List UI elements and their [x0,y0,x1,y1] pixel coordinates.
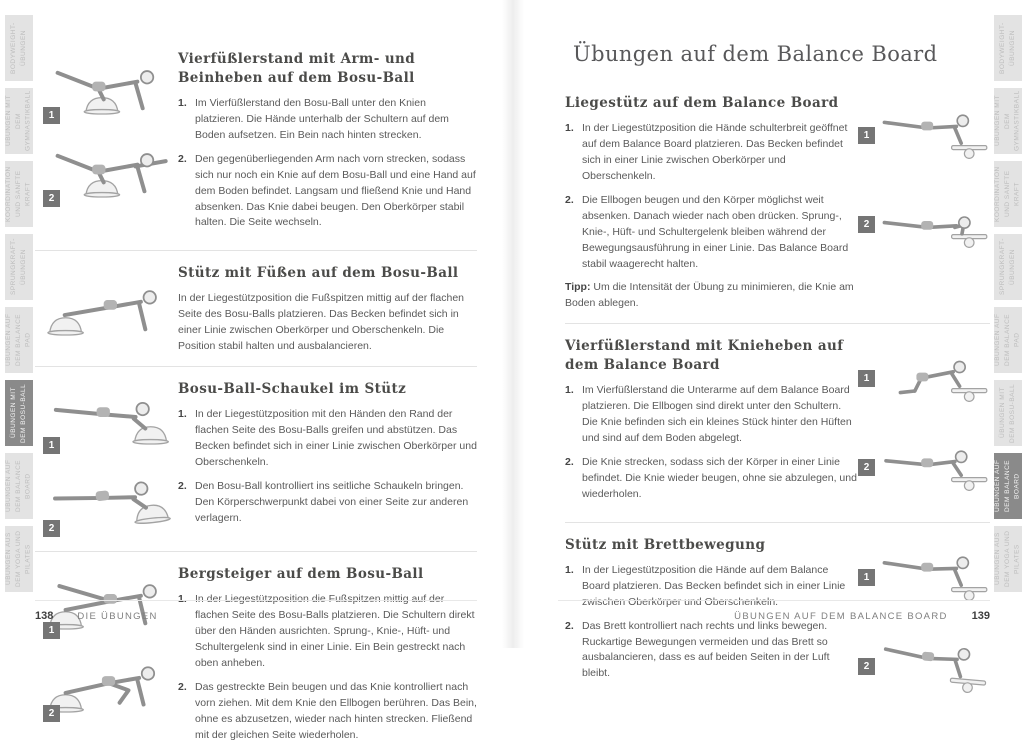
exercise-liegestuetz-board [565,94,990,312]
footer-label: DIE ÜBUNGEN [77,611,158,622]
footer-right [558,600,990,622]
sidebar-tab-sprungkraft[interactable] [5,234,33,300]
figure-quadruped-board-step1 [858,340,990,420]
exercise-title: Stütz mit Brettbewegung [565,536,766,553]
step-item: In der Liegestützposition die Hände auf dem Balance Board platzieren. Das Becken befindet sich in einer Linie zwischen Oberkörper und Oberschenkeln. [582,563,846,608]
sidebar-tab-yoga-pilates[interactable] [5,526,33,592]
step-badge: 2 [43,705,60,722]
step-list [565,121,858,273]
exercise-vierfuesslerstand-board [565,337,990,510]
chapter-title: Übungen auf dem Balance Board [573,42,938,66]
sidebar-tab-bodyweight[interactable] [5,15,33,81]
text-column [565,337,858,510]
tab-label: ÜBUNGEN AUS DEM YOGA UND PILATES [994,530,1021,588]
text-column [178,50,477,239]
text-column [565,94,858,312]
figure-plank-hands-bosu-step2 [35,466,173,540]
step-badge: 1 [858,127,875,144]
exercise-intro: In der Liegestützposition die Fußspitzen mittig auf der flachen Seite des Bosu-Balls platzieren. Das Becken befindet sich in einer Linie zwischen Oberkörper und Oberschenkeln. Die Position stabil halten und ausbalancieren. [178,292,464,353]
figure-plank-board-tilt-step2 [858,628,990,708]
step-item: Das Brett kontrolliert nach rechts und links bewegen. Ruckartige Bewegungen vermeiden und das Brett so ausbalancieren, dass es auf beiden Seiten in der Luft bleibt. [582,619,830,680]
figure-forearm-plank-board-step2 [858,429,990,509]
exercise-figure-icon [47,651,171,719]
tab-label: ÜBUNGEN MIT DEM BOSU-BALL [10,383,27,443]
step-badge: 2 [43,520,60,537]
exercise-figure-icon [878,99,990,165]
tab-label: SPRUNGKRAFT-ÜBUNGEN [10,238,27,296]
exercise-figure-icon [878,541,990,607]
sidebar-tab-koordination[interactable] [5,161,33,227]
exercise-bosu-schaukel [35,380,477,540]
exercise-figure-icon [47,136,171,204]
step-item: Im Vierfüßlerstand die Unterarme auf dem Balance Board platzieren. Die Ellbogen sind direkt unter den Schultern. Die Knie befinden sich ein kleines Stück hinter den Hüften und sind auf dem Boden abgelegt. [582,384,852,445]
tab-label: ÜBUNGEN MIT DEM GYMNASTIKBALL [994,90,1021,152]
tab-label: ÜBUNGEN AUF DEM BALANCE BOARD [994,459,1021,513]
step-item: In der Liegestützposition mit den Händen den Rand der flachen Seite des Bosu-Balls greifen und abstützen. Das Becken befindet sich in einer Linie zwischen Oberkörper und Oberschenkeln. [195,408,477,468]
figure-pushup-board-step1 [858,97,990,177]
sidebar-tab-gymnastikball[interactable] [5,88,33,154]
step-badge: 2 [858,658,875,675]
sidebar-tab-koordination[interactable] [994,161,1022,227]
figure-kneetuck-bosu-step2 [35,651,173,725]
step-item: Im Vierfüßlerstand den Bosu-Ball unter den Knien platzieren. Die Hände unterhalb der Schultern auf dem Boden aufsetzen. Ein Bein nach hinten strecken. [195,96,449,141]
section-divider [35,366,477,367]
exercise-tip [565,280,858,312]
page-number: 139 [971,610,990,622]
step-item: Den gegenüberliegenden Arm nach vorn strecken, sodass sich nur noch ein Knie auf dem Bosu-Ball und eine Hand auf dem Boden befindet. Langsam und fließend Knie und Hand absenken. Das Knie dabei beugen. Den Oberkörper stabil halten. Die Seite wechseln. [195,152,476,229]
text-column [178,380,477,540]
tab-label: SPRUNGKRAFT-ÜBUNGEN [999,238,1016,296]
section-divider [35,551,477,552]
page-number: 138 [35,610,54,622]
step-item: In der Liegestützposition die Hände schulterbreit geöffnet auf dem Balance Board platzieren. Das Becken befindet sich in einer Linie zwischen Oberkörper und Oberschenkeln. [582,121,848,182]
sidebar-tab-balance-board-active[interactable] [994,453,1022,519]
exercise-figure-icon [878,342,990,408]
page-left [35,50,477,752]
step-badge: 1 [43,107,60,124]
exercise-title: Bergsteiger auf dem Bosu-Ball [178,566,424,583]
step-item: In der Liegestützposition die Fußspitzen mittig auf der flachen Seite des Bosu-Balls platzieren. Die Schultern direkt über den Händen ausrichten. Sprung-, Knie-, Hüft- und Schultergelenk sind in einer Linie. Ein Bein gestreckt nach oben anheben. [195,593,475,669]
figure-quadruped-bosu-step2 [35,136,173,210]
figure-plank-hands-bosu-step1 [35,383,173,457]
sidebar-tab-bodyweight[interactable] [994,15,1022,81]
step-badge: 1 [858,370,875,387]
exercise-title: Vierfüßlerstand mit Arm- und Beinheben auf dem Bosu-Ball [178,51,416,86]
figure-plank-feet-bosu [35,274,173,348]
step-list [178,96,477,232]
exercise-figure-icon [878,630,990,696]
exercise-figure-icon [878,188,990,254]
exercise-figure-icon [47,466,171,534]
step-list [565,563,858,683]
section-divider [565,522,990,523]
sidebar-tab-gymnastikball[interactable] [994,88,1022,154]
tab-label: ÜBUNGEN MIT DEM BOSU-BALL [999,383,1016,443]
exercise-title: Stütz mit Füßen auf dem Bosu-Ball [178,265,459,282]
text-column [178,565,477,751]
step-badge: 1 [858,569,875,586]
tip-label: Tipp: [565,281,591,294]
tab-label: ÜBUNGEN AUF DEM BALANCE BOARD [5,459,32,513]
sidebar-tab-sprungkraft[interactable] [994,234,1022,300]
book-spine-shadow [502,0,524,648]
exercise-title: Vierfüßlerstand mit Knieheben auf dem Balance Board [565,338,844,374]
step-item: Den Bosu-Ball kontrolliert ins seitliche Schaukeln bringen. Den Körperschwerpunkt dabei von einer Seite zur anderen verlagern. [195,479,469,524]
step-badge: 2 [858,459,875,476]
illustration-column [35,264,178,355]
step-item: Das gestreckte Bein beugen und das Knie kontrolliert nach vorn ziehen. Mit dem Knie den Ellbogen berühren. Das Bein, ohne es abzusetzen, wieder nach hinten strecken. Fließend mit der gleichen Seite wiederholen. [195,680,477,741]
tab-label: KOORDINATION UND SANFTE KRAFT [5,166,32,222]
tip-text: Um die Intensität der Übung zu minimieren, die Knie am Boden ablegen. [565,281,854,310]
sidebar-tab-bosu-ball-active[interactable] [5,380,33,446]
sidebar-tab-yoga-pilates[interactable] [994,526,1022,592]
figure-pushup-board-step2 [858,186,990,266]
step-badge: 2 [43,190,60,207]
tab-label: ÜBUNGEN AUF DEM BALANCE PAD [994,313,1021,367]
step-badge: 1 [43,437,60,454]
exercise-title: Liegestütz auf dem Balance Board [565,95,839,111]
sidebar-tab-balance-pad[interactable] [5,307,33,373]
exercise-bergsteiger-bosu [35,565,477,751]
step-item: Die Knie strecken, sodass sich der Körper in einer Linie befindet. Die Knie wieder beugen, ohne sie abzulegen, und wiederholen. [582,455,857,500]
tab-label: KOORDINATION UND SANFTE KRAFT [994,166,1021,222]
step-item: Die Ellbogen beugen und den Körper möglichst weit absenken. Danach wieder nach oben drücken. Sprung-, Knie-, Hüft- und Schultergelenk bleiben während der Bewegungsausführung in einer Linie. Das Balance Board stabil waagerecht halten. [582,193,849,270]
step-badge: 1 [43,622,60,639]
exercise-stuetz-fuesse-bosu [35,264,477,355]
sidebar-left [5,15,33,592]
sidebar-tab-balance-board[interactable] [5,453,33,519]
tab-label: ÜBUNGEN AUF DEM BALANCE PAD [5,313,32,367]
footer-left [35,600,477,622]
illustration-column [35,565,178,751]
text-column [178,264,477,355]
tab-label: BODYWEIGHT-ÜBUNGEN [10,22,27,74]
exercise-figure-icon [878,431,990,497]
sidebar-tab-bosu-ball[interactable] [994,380,1022,446]
sidebar-right [994,15,1022,592]
illustration-column [858,94,990,312]
footer-label: ÜBUNGEN AUF DEM BALANCE BOARD [734,611,948,622]
step-badge: 2 [858,216,875,233]
figure-quadruped-bosu-step1 [35,53,173,127]
illustration-column [35,380,178,540]
exercise-vierfuesslerstand-bosu [35,50,477,239]
tab-label: BODYWEIGHT-ÜBUNGEN [999,22,1016,74]
exercise-figure-icon [47,274,171,342]
sidebar-tab-balance-pad[interactable] [994,307,1022,373]
tab-label: ÜBUNGEN AUS DEM YOGA UND PILATES [5,530,32,588]
section-divider [35,250,477,251]
exercise-figure-icon [47,383,171,451]
step-list [565,383,858,503]
section-divider [565,323,990,324]
exercise-figure-icon [47,53,171,121]
exercise-title: Bosu-Ball-Schaukel im Stütz [178,381,407,398]
tab-label: ÜBUNGEN MIT DEM GYMNASTIKBALL [5,90,32,152]
step-list [178,407,477,527]
illustration-column [35,50,178,239]
illustration-column [858,337,990,510]
